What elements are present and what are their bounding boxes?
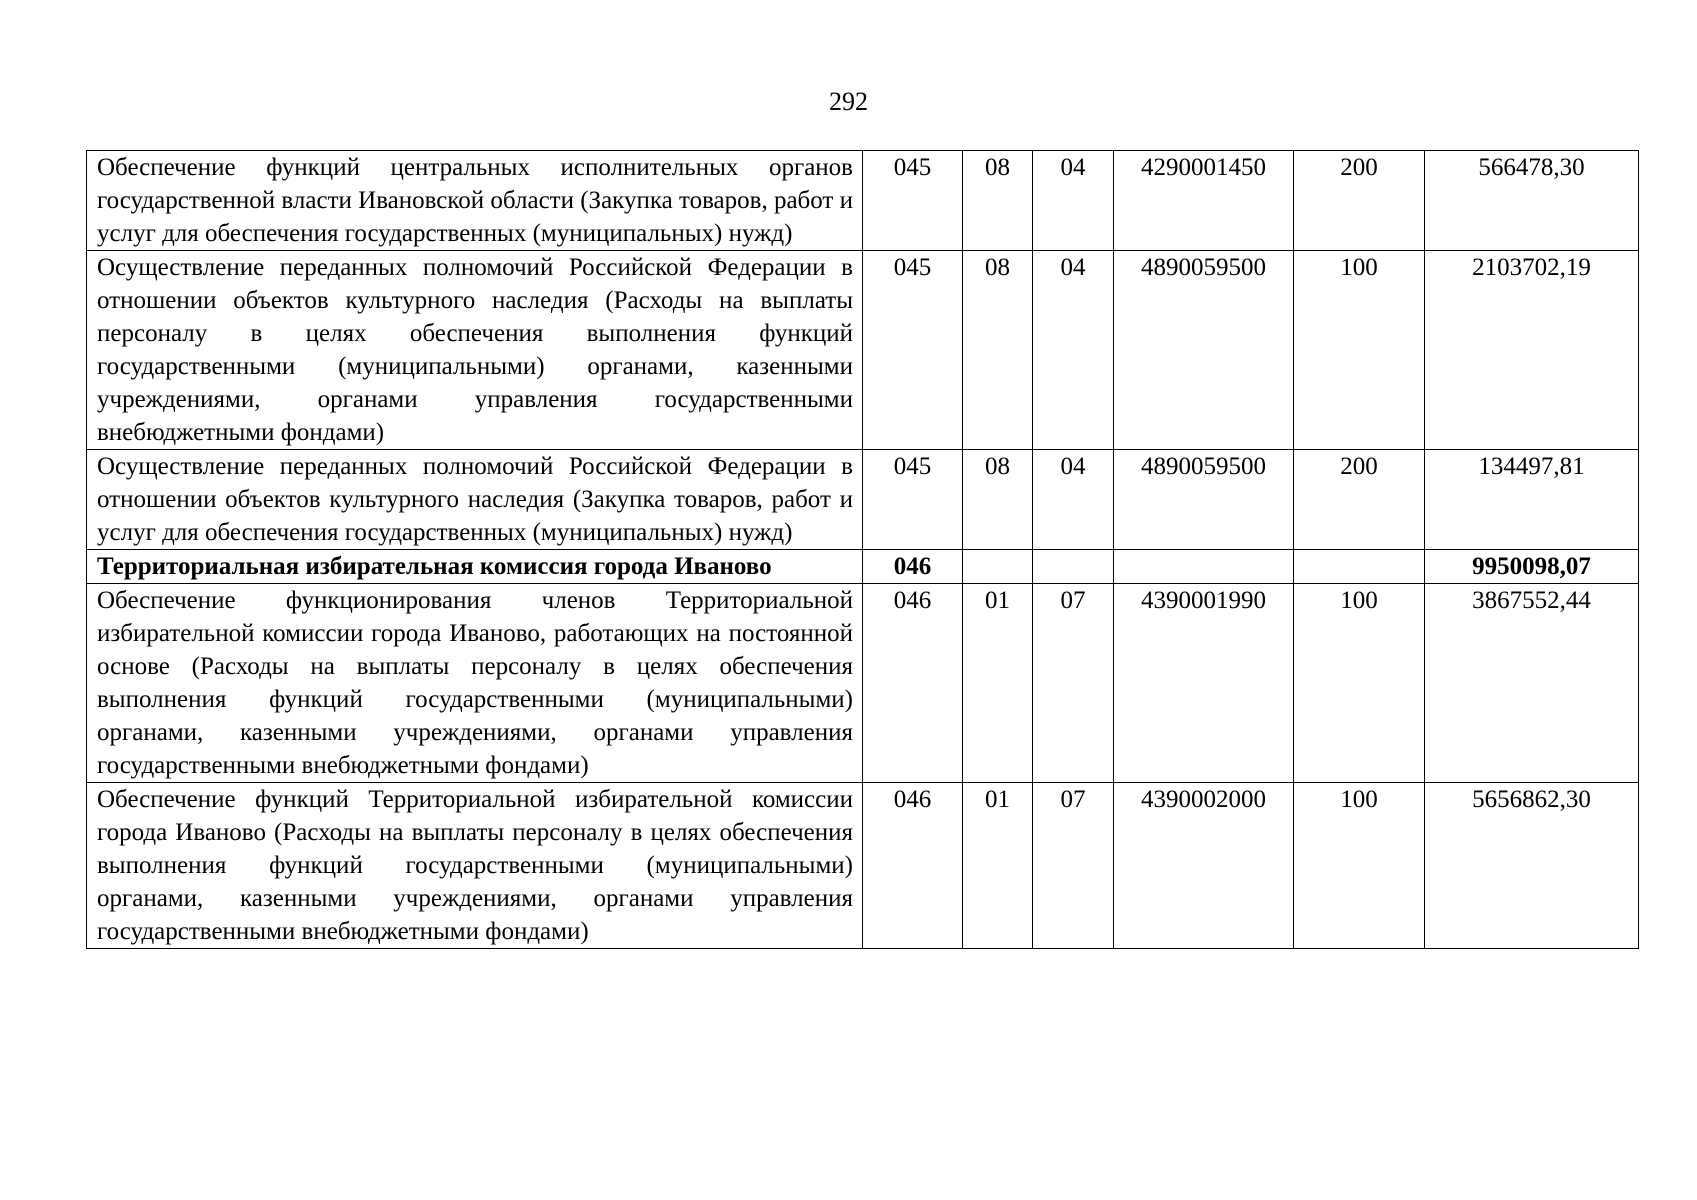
section-code-cell xyxy=(963,550,1033,584)
department-code-cell: 046 xyxy=(863,783,963,949)
subsection-code-cell xyxy=(1033,550,1114,584)
subsection-code-cell: 04 xyxy=(1033,151,1114,251)
expense-type-cell xyxy=(1294,550,1425,584)
expense-name-cell: Осуществление переданных полномочий Российской Федерации в отношении объектов культурного наследия (Закупка товаров, работ и услуг для обеспечения государственных (муниципальных) нужд) xyxy=(87,450,863,550)
table-row xyxy=(87,783,1639,949)
target-article-cell: 4890059500 xyxy=(1114,450,1294,550)
target-article-cell: 4390001990 xyxy=(1114,584,1294,783)
section-code-cell: 08 xyxy=(963,151,1033,251)
amount-cell: 134497,81 xyxy=(1425,450,1639,550)
amount-cell: 566478,30 xyxy=(1425,151,1639,251)
expense-name-cell: Осуществление переданных полномочий Российской Федерации в отношении объектов культурного наследия (Расходы на выплаты персоналу в целях обеспечения выполнения функций государственными (муниципальными) органами, казенными учреждениями, органами управления государственными внебюджетными фондами) xyxy=(87,251,863,450)
table-row xyxy=(87,550,1639,584)
expense-name-cell: Территориальная избирательная комиссия города Иваново xyxy=(87,550,863,584)
table-row xyxy=(87,450,1639,550)
department-code-cell: 045 xyxy=(863,251,963,450)
subsection-code-cell: 04 xyxy=(1033,450,1114,550)
expense-type-cell: 100 xyxy=(1294,783,1425,949)
target-article-cell: 4290001450 xyxy=(1114,151,1294,251)
subsection-code-cell: 04 xyxy=(1033,251,1114,450)
budget-table xyxy=(86,150,1639,949)
amount-cell: 5656862,30 xyxy=(1425,783,1639,949)
amount-cell: 9950098,07 xyxy=(1425,550,1639,584)
section-code-cell: 08 xyxy=(963,251,1033,450)
table-row xyxy=(87,584,1639,783)
expense-name-cell: Обеспечение функций Территориальной избирательной комиссии города Иваново (Расходы на выплаты персоналу в целях обеспечения выполнения функций государственными (муниципальными) органами, казенными учреждениями, органами управления государственными внебюджетными фондами) xyxy=(87,783,863,949)
expense-type-cell: 200 xyxy=(1294,450,1425,550)
expense-type-cell: 200 xyxy=(1294,151,1425,251)
section-code-cell: 01 xyxy=(963,584,1033,783)
section-code-cell: 01 xyxy=(963,783,1033,949)
department-code-cell: 045 xyxy=(863,450,963,550)
target-article-cell: 4390002000 xyxy=(1114,783,1294,949)
amount-cell: 3867552,44 xyxy=(1425,584,1639,783)
target-article-cell: 4890059500 xyxy=(1114,251,1294,450)
department-code-cell: 046 xyxy=(863,584,963,783)
department-code-cell: 046 xyxy=(863,550,963,584)
table-row xyxy=(87,251,1639,450)
section-code-cell: 08 xyxy=(963,450,1033,550)
target-article-cell xyxy=(1114,550,1294,584)
subsection-code-cell: 07 xyxy=(1033,783,1114,949)
expense-type-cell: 100 xyxy=(1294,584,1425,783)
expense-name-cell: Обеспечение функций центральных исполнительных органов государственной власти Ивановской области (Закупка товаров, работ и услуг для обеспечения государственных (муниципальных) нужд) xyxy=(87,151,863,251)
subsection-code-cell: 07 xyxy=(1033,584,1114,783)
department-code-cell: 045 xyxy=(863,151,963,251)
expense-name-cell: Обеспечение функционирования членов Территориальной избирательной комиссии города Иваново, работающих на постоянной основе (Расходы на выплаты персоналу в целях обеспечения выполнения функций государственными (муниципальными) органами, казенными учреждениями, органами управления государственными внебюджетными фондами) xyxy=(87,584,863,783)
page-number: 292 xyxy=(829,87,868,116)
expense-type-cell: 100 xyxy=(1294,251,1425,450)
amount-cell: 2103702,19 xyxy=(1425,251,1639,450)
table-row xyxy=(87,151,1639,251)
